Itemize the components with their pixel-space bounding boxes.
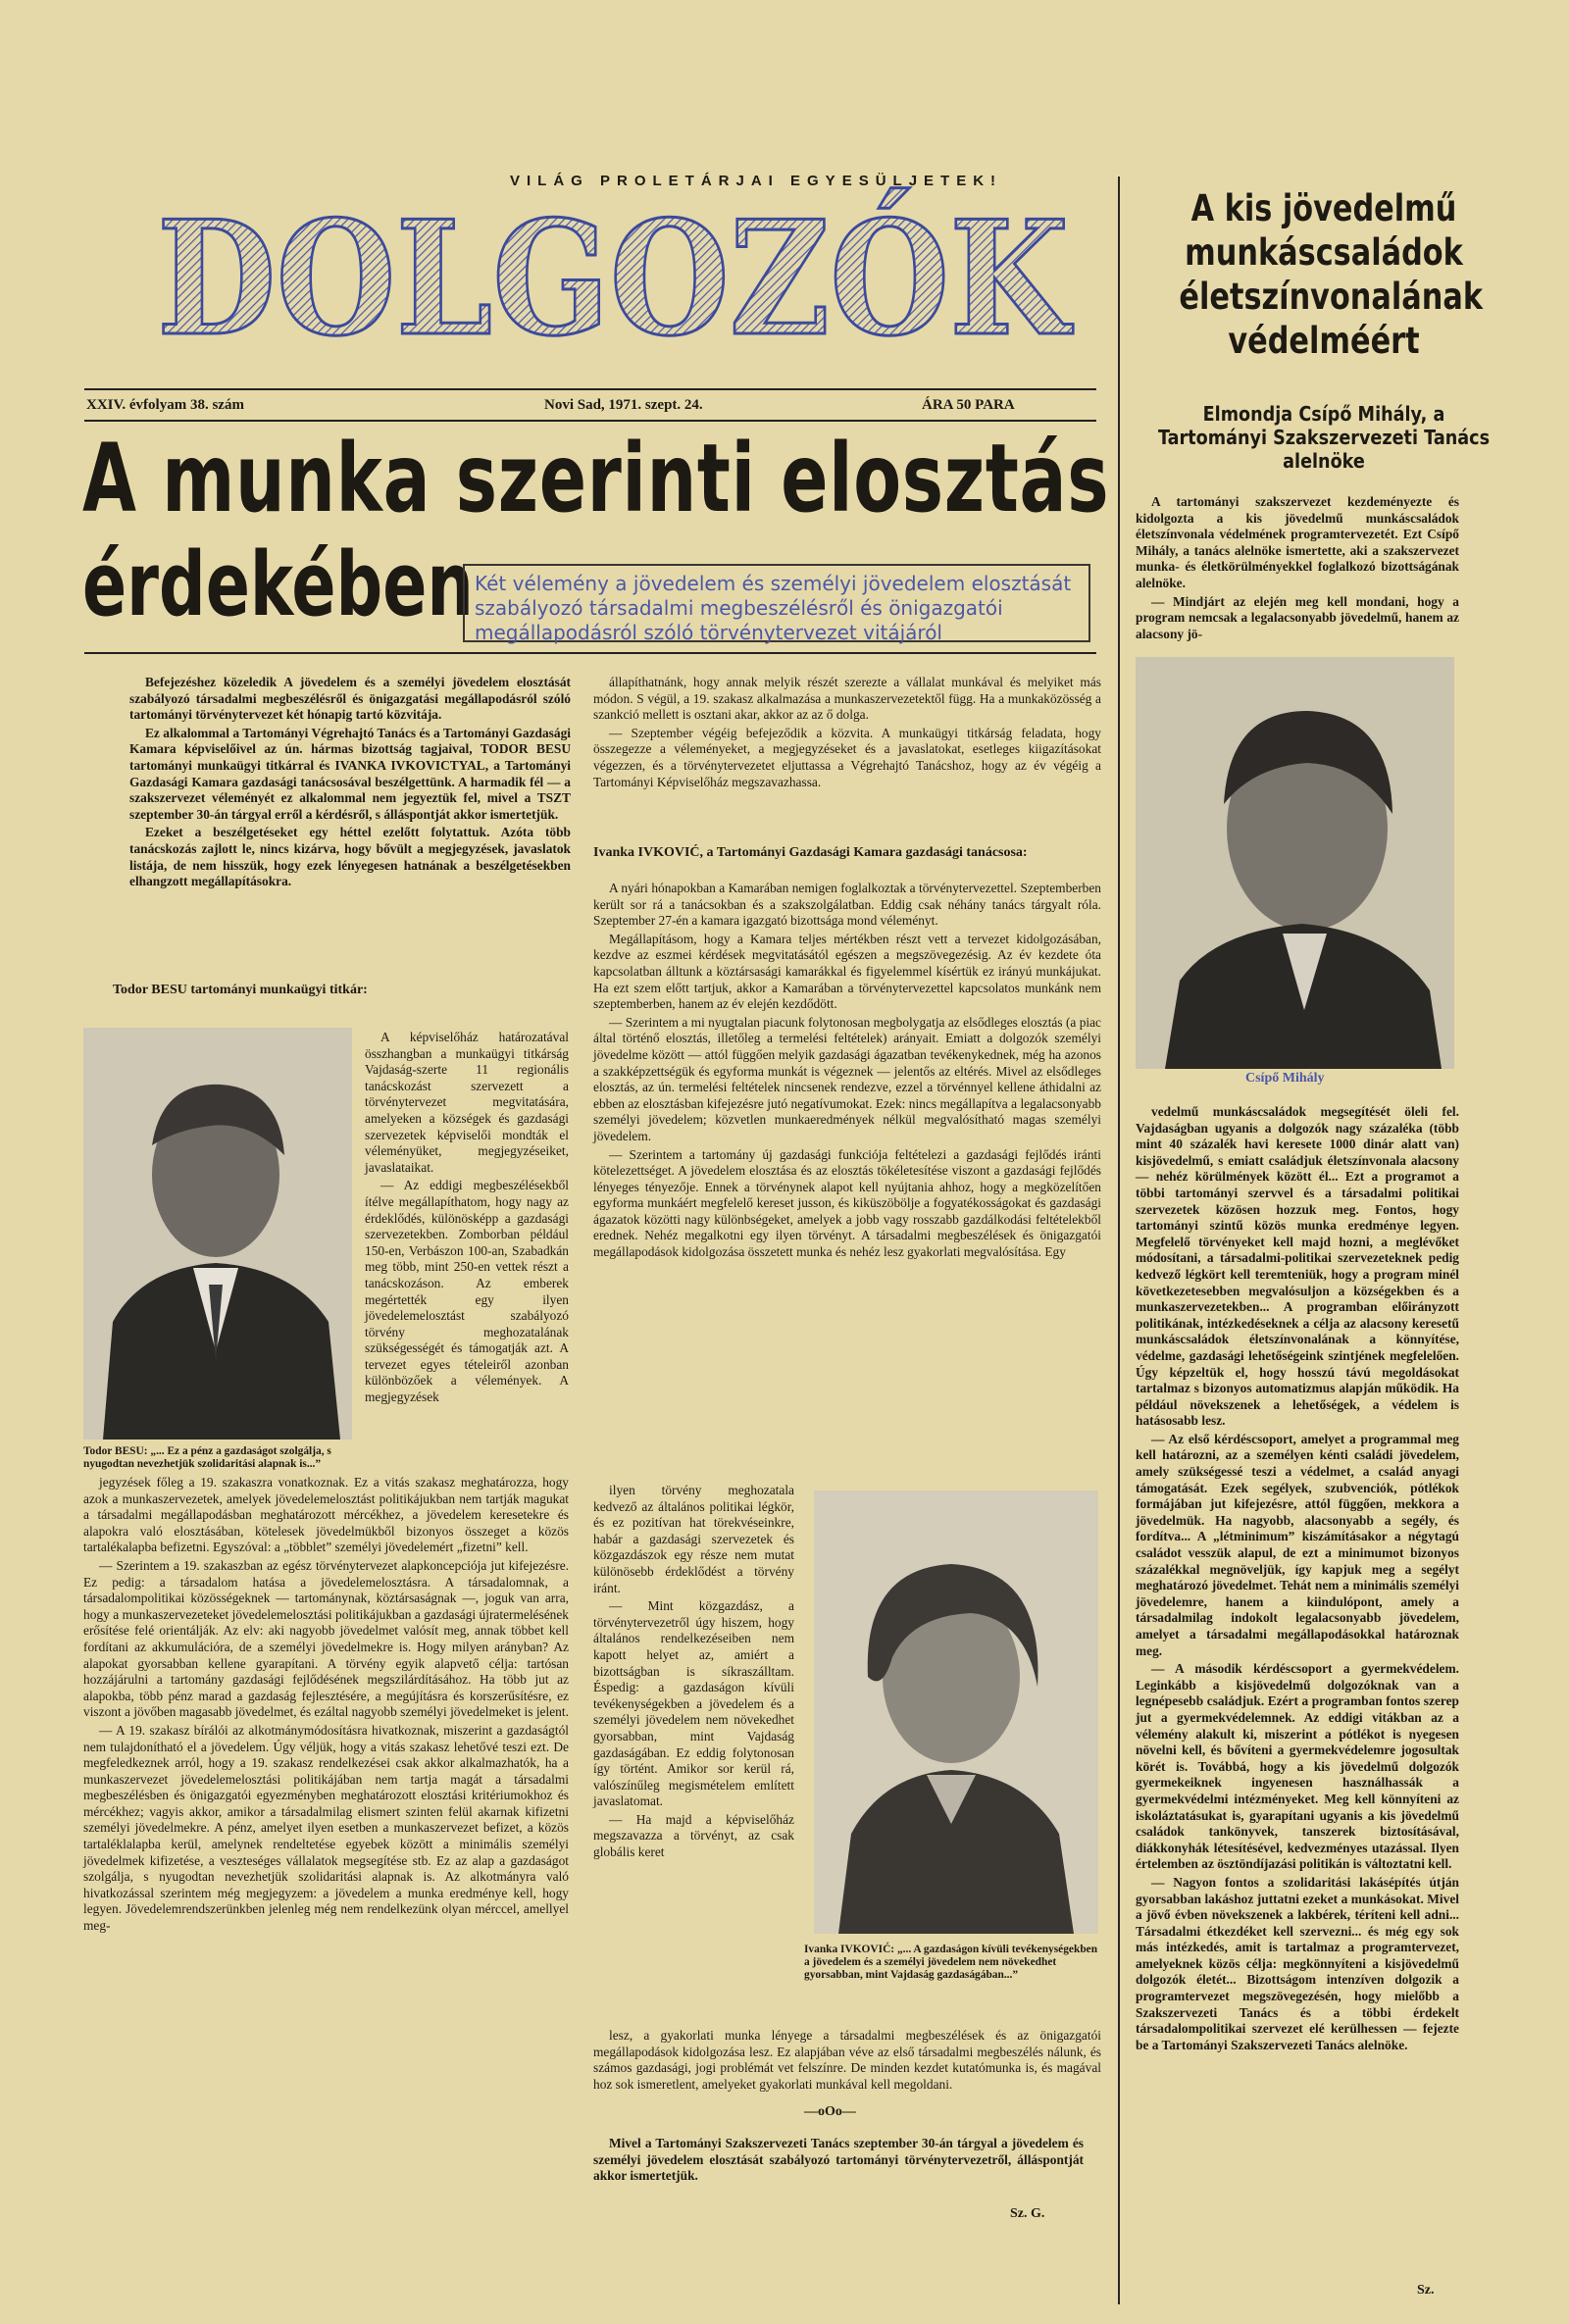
column2-bottom-text <box>593 2028 1101 2097</box>
masthead-rule-top <box>84 388 1096 390</box>
closing-paragraph: Mivel a Tartományi Szakszervezeti Tanács szeptember 30-án tárgyal a jövedelem és személyi jövedelem elosztását szabályozó tartományi törvénytervezetről, álláspontját akkor ismertetjük. <box>593 2136 1084 2184</box>
ivkovic-caption: Ivanka IVKOVIĆ: „... A gazdaságon kívüli tevékenységekben a jövedelem és a személyi jövedelem nem növekedhet gyorsabban, mint Vajdaság gazdaságában...” <box>804 1944 1098 1981</box>
besu-side-text <box>365 1030 569 1471</box>
main-headline-line2: érdekében <box>82 533 474 636</box>
side-paragraph: — Nagyon fontos a szolidaritási lakásépítés útján gyorsabban lakáshoz juttatni ezeket a munkásokat. Mivel a jövő évben növekszenek a lakbérek, téríteni kell adni... Társadalmi étkezdéket kell szervezni... és még egy sok más intézkedés, amit is tartalmaz a programtervezet, amelyeknek közös célja: megkönnyíteni a kisjövedelmű dolgozók életét... Bizottságom intenzíven dolgozik a programtervezet megszövegezésén, hogy mielőbb a Szakszervezeti Tanács és a többi érdekelt társadalompolitikai szervezet elé kerülhessen — fejezte be a Tartományi Szakszervezeti Tanács alelnöke. <box>1136 1874 1459 2052</box>
intro-paragraph: Ez alkalommal a Tartományi Végrehajtó Tanács és a Tartományi Gazdasági Kamara képviselőivel az ún. hármas bizottság tagjaival, TODOR BESU tartományi munkaügyi titkárral és IVANKA IVKOVICTYAL, a Tartományi Gazdasági Kamara gazdasági tanácsosával beszélgettünk. A harmadik fél — a szakszervezet véleményét ez alkalommal nem jegyeztük fel, mivel a TSZT szeptember 30-án tárgyal erről a kérdésről, s álláspontját akkor ismertetjük. <box>129 725 571 822</box>
headline-rule <box>84 652 1096 654</box>
volume-number: XXIV. évfolyam 38. szám <box>86 397 244 413</box>
masthead-title: DOLGOZÓK <box>157 186 1074 371</box>
besu-paragraph: — Szerintem a 19. szakaszban az egész törvénytervezet alapkoncepciója jut kifejezésre. Ez pedig: a társadalom hatása a jövedelemelosztásra. A társadalomnak, a társadalompolitikai közösségeknek — tartománynak, köztársaságnak —, joguk van arra, hogy a munkaszervezeteket jövedelemelosztási politikájukban a gazdasági újratermelésének erősítése felé orientálják. Az elv: aki nagyobb jövedelmet valósít meg, annak többet kell fordítani az akkumulációra, de a személyi jövedelmekre is. Hogy milyen arányban? Az alapokat gyorsabban kellene gyarapítani. A törvény egyik alapvető célja: tartósan hozzájárulni a tartomány gazdasági fejlődésének megszilárdításához. Ha több jut az alapokba, több pénz marad a gazdaság fejlesztésére, a megújításra és korszerűsítésre, ez viszont a jövőben magasabb jövedelmet, és ezáltal nagyobb személyi jövedelmeket is jelent. <box>83 1557 569 1720</box>
side-body-text <box>1136 1104 1459 2279</box>
column2-side-text <box>593 1483 794 2024</box>
intro-text <box>129 675 571 979</box>
ivkovic-heading: Ivanka IVKOVIĆ, a Tartományi Gazdasági Kamara gazdasági tanácsosa: <box>593 845 1028 860</box>
side-paragraph: — Mindjárt az elején meg kell mondani, hogy a program nemcsak a legalacsonyabb jövedelmű, hanem az alacsony jö- <box>1136 593 1459 641</box>
masthead-logo <box>147 186 1079 371</box>
section-divider: —oOo— <box>804 2104 856 2119</box>
issue-price: ÁRA 50 PARA <box>922 397 1015 413</box>
column-separator <box>1118 177 1120 2304</box>
side-headline: A kis jövedelmű munkáscsaládok életszínvonalának védelméért <box>1179 187 1484 362</box>
column2-mid-text <box>593 881 1101 1477</box>
besu-main-text <box>83 1475 569 2308</box>
side-paragraph: A tartományi szakszervezet kezdeményezte és kidolgozta a kis jövedelmű munkáscsaládok életszínvonala védelmének programtervezetét. Ezt Csípő Mihály, a tanács alelnöke ismertette, aki a szakszervezet munka- és életkörülményekkel foglalkozó bizottságának alelnöke. <box>1136 494 1459 590</box>
column2-paragraph: Megállapításom, hogy a Kamara teljes mértékben részt vett a tervezet kidolgozásában, kezdve az eszmei kérdések megvitatásától egészen a megszövegezésig. Az év kezdete óta kapcsolatban álltunk a köztársasági kamarákkal és figyelemmel kísértük ez irányú munkájukat. Ha ezt szem előtt tartjuk, akkor a Kamarában a törvénytervezettel kapcsolatos munkánk nem szeptemberben, hanem az év elején kezdődött. <box>593 931 1101 1012</box>
column2-paragraph: — Szeptember végéig befejeződik a közvita. A munkaügyi titkárság feladata, hogy összegezze a véleményeket, a megjegyzéseket és a javaslatokat, esetleges kiigazításokat végezzen, és a törvénytervezetet eljuttassa a Végrehajtó Tanácshoz, hogy az év végéig a Tartományi Képviselőház megszavazhassa. <box>593 725 1101 789</box>
column2-paragraph: lesz, a gyakorlati munka lényege a társadalmi megbeszélések és az önigazgatói megállapodások kidolgozása lesz. Ez alapjában véve az első társadalmi megbeszélés nálunk, és számos gazdasági, jogi problémát vet felszínre. De minden kezdet kutatómunka is, és magával hoz sok ismeretlent, amelyeket gyakorlati munkával kell megoldani. <box>593 2028 1101 2092</box>
column2-paragraph: — Ha majd a képviselőház megszavazza a törvényt, az csak globális keret <box>593 1811 794 1860</box>
besu-paragraph: A képviselőház határozatával összhangban a munkaügyi titkárság Vajdaság-szerte 11 regionális tanácskozást szervezett a törvénytervezet megvitatására, amelyeken a községek és gazdasági szervezetek képviselői mondták el véleményüket, megjegyzéseiket, javaslataikat. <box>365 1030 569 1175</box>
column2-paragraph: állapíthatnánk, hogy annak melyik részét szerezte a vállalat munkával és melyiket más módon. S végül, a 19. szakasz alkalmazása a munkaszervezetektől függ. Ha a munkaközösség a szankció mellett is osztani akar, akkor az az ő dolga. <box>593 675 1101 723</box>
csipo-photo <box>1136 657 1454 1069</box>
side-paragraph: vedelmű munkáscsaládok megsegítését öleli fel. Vajdaságban ugyanis a dolgozók nagy százaléka (több mint 40 százalék havi keresete 1000 dinár alatt van) kisjövedelmű, s emiatt családjuk életszínvonala alacsony — nehéz körülmények között él... Ezt a programot a többi tartományi szervvel és a társadalmi politikai szervezetek közösen hozzuk meg. Fontos, hogy tartományi szintű közös munka eredménye legyen. Megfelelő törvényeket kell majd hozni, a meglévőket módosítani, a társadalmi-politikai szervezeteknek pedig kedvező légkört kell teremteniük, hogy a program minél következetesebben megvalósuljon a községekben és a munkaszervezetekben... A programban előirányzott politikának, intézkedéseknek a célja az alacsony keresetű munkáscsaládok életszínvonalának a könnyítése, védelme, gazdasági lehetőségeink szintjének megfelelően. Úgy képzeltük el, hogy hosszú távú megoldásokat tartalmaz s bizonyos automatizmus alapján működik. Ha például növekszenek a lehetőségek, a védelem is hatásosabb lesz. <box>1136 1104 1459 1429</box>
ivkovic-photo <box>814 1490 1098 1934</box>
intro-paragraph: Ezeket a beszélgetéseket egy héttel ezelőtt folytattuk. Azóta több tanácskozás zajlott le, nincs kizárva, hogy bővült a megjegyzések, javaslatok listája, de nem hisszük, hogy ezek lényegesen hatnának a beszélgetésekben elhangzott megállapításokra. <box>129 825 571 889</box>
column2-paragraph: — Mint közgazdász, a törvénytervezetről úgy hiszem, hogy általános rendelkezéseiben nem kapott helyet az, amiért a bizottságban is síkraszálltam. Éspedig: a gazdaságon kívüli tevékenységekben a jövedelem és a személyi jövedelem nem növekedhet gyorsabban, mint Vajdaság gazdaságában. Ez eddig folytonosan így történt. Amikor sor kerül rá, valószínűleg megismételem említett javaslatomat. <box>593 1598 794 1809</box>
column2-paragraph: ilyen törvény meghozatala kedvező az általános politikai légkör, és ez pozitívan hat törekvéseinkre, habár a gazdasági szervezetek és közgazdászok egy része nem mutat különösebb érdeklődést a törvény iránt. <box>593 1483 794 1595</box>
main-article-signature: Sz. G. <box>1010 2206 1045 2221</box>
closing-note <box>593 2136 1084 2204</box>
masthead-motto: VILÁG PROLETÁRJAI EGYESÜLJETEK! <box>510 173 1003 189</box>
main-article-deck: Két vélemény a jövedelem és személyi jövedelem elosztását szabályozó társadalmi megbeszélésről és önigazgatói megállapodásról szóló törvénytervezet vitájáról <box>463 564 1090 642</box>
besu-paragraph: — A 19. szakasz bírálói az alkotmánymódosításra hivatkoznak, miszerint a gazdaságtól nem tulajdonítható el a jövedelem. Úgy véljük, hogy a vitás szakasz lehetővé teszi ezt. De megfeledkeznek arról, hogy a 19. szakasz rendelkezései csak akkor alkalmazhatók, ha a munkaszervezet jövedelemelosztási politikájában nem tartja magát a társadalmi megbeszélésben és önigazgatói egyezményben meghatározott elosztási kritériumokhoz és mércékhez; vagyis akkor, amikor a társadalmilag elismert szinten felül akarnak kifizetni személyi jövedelmekre. A pénz, amelyet ilyen esetben a munkaszervezet befizet, a közös tartaléklalapba kerül, amelynek rendeltetése egyebek között a minimális személyi jövedelmek kifizetése, a veszteséges vállalatok megsegítése stb. Ez az alap a gazdaságot szolgálja, s nyugodtan nevezhetjük szolidaritási alapnak is. Az alkotmányra való hivatkozással szerintem még megjegyzem: a jövedelem a munka eredménye kell, hogy legyen. Jövedelemrendszerünkben jelenleg még nem rendelkezünk olyan mérccel, amellyel meg- <box>83 1722 569 1934</box>
main-headline-line1: A munka szerinti elosztás <box>82 424 1110 533</box>
side-paragraph: — Az első kérdéscsoport, amelyet a programmal meg kell határozni, az a személyen kénti családi jövedelem, amely szükségessé teszi a védelmet, a család anyagi támogatását. Ezek segélyek, szubvenciók, pótlékok formájában jut kifejezésre, attól függően, mekkora a jövedelmük. Ha nagyobb, alacsonyabb a segély, és fordítva... A „létminimum” kiszámításakor a négytagú családot vesszük alapul, de ezt a minimumot bizonyos százalékkal megnöveljük, így kapjuk meg a segélyt meghatározó jövedelmet. Tehát nem a minimális személyi jövedelemre, hanem a kiindulópont, amely a társadalmilag indokolt legalacsonyabb jövedelem, amelyet a társadalmi megállapodásokkal határoznak meg. <box>1136 1431 1459 1658</box>
side-intro-text <box>1136 494 1459 663</box>
column2-paragraph: — Szerintem a tartomány új gazdasági funkciója feltételezi a gazdasági fejlődés iránti kötelezettséget. A jövedelem elosztása és az elosztás tökéletesítése viszont a gazdasági fejlődés lényeges tényezője. Ennek a törvénynek alapot kell nyújtania ahhoz, hogy a megközelítően egyforma munkáért megfelelő kereset jusson, és kiküszöbölje a fogyatékosságokat és gazdasági ágazatok közötti nagy különbségeket, amelyek a jobb vagy rosszabb gazdálkodási feltételekből erednek. Nehéz megalkotni egy ilyen törvényt. A társadalmi megbeszélések és önigazgatói megállapodások kidolgozása összetett munka és nehéz lesz gyakorlati megvalósítása. Egy <box>593 1146 1101 1260</box>
column2-top-text <box>593 675 1101 843</box>
masthead-rule-bottom <box>84 420 1096 422</box>
issue-date: Novi Sad, 1971. szept. 24. <box>544 397 703 413</box>
besu-paragraph: — Az eddigi megbeszélésekből ítélve megállapíthatom, hogy nagy az érdeklődés, különösképp a gazdasági szervezetekben. Zomborban például 150-en, Verbászon 100-an, Szabadkán meg több, mint 250-en vettek részt a tanácskozáson. Az emberek megértették egy ilyen jövedelemelosztást szabályozó törvény meghozatalának szükségességét és támogatják azt. A tervezet egyes tételeiről azonban különbözőek a vélemények. A megjegyzések <box>365 1178 569 1405</box>
side-subhead: Elmondja Csípő Mihály, a Tartományi Szakszervezeti Tanács alelnöke <box>1157 402 1491 473</box>
besu-paragraph: jegyzések főleg a 19. szakaszra vonatkoznak. Ez a vitás szakasz meghatározza, hogy azok a munkaszervezetek, amelyek jövedelemelosztást politikájukban nem tartják magukat a társadalmi megállapodásban meghatározott mércékhez, a jövedelem keresetekre és alapokra való elosztásában, kötelesek jövedelmükből bizonyos összeget a közös tartalékalapba befizetni. Egyszóval: a „többlet” személyi jövedelemért „fizetni” kell. <box>83 1475 569 1555</box>
column2-paragraph: A nyári hónapokban a Kamarában nemigen foglalkoztak a törvénytervezettel. Szeptemberben került sor rá a tanácsokban és a szakszolgálatban. Eddig csak néhány tanács tárgyalt róla. Szeptember 27-én a kamara igazgató bizottsága mond véleményt. <box>593 881 1101 929</box>
column2-paragraph: — Szerintem a mi nyugtalan piacunk folytonosan megbolygatja az elsődleges elosztás (a piac által történő elosztás, illetőleg a termelési feltételek) arányait. Emiatt a dolgozók személyi jövedelme között — attól függően melyik gazdasági ágazatban tevékenykednek, még ha azonos a szakképzettségük és egyforma munkát is végeznek — jelentős az eltérés. Mivel az elsődleges elosztás, az ún. termelési feltételek nincsenek rendezve, ezzel a törvénnyel kellene áthidalni az ebben az elosztásban kifejezésre jutó negatívumokat. Ezek: nincs megállapítva a legalacsonyabb személyi jövedelem; közvetlen munkaeredmények nélkül megvalósítható magas személyi jövedelem. <box>593 1014 1101 1143</box>
csipo-photo-caption: Csípő Mihály <box>1245 1071 1325 1086</box>
intro-paragraph: Befejezéshez közeledik A jövedelem és a személyi jövedelem elosztását szabályozó társadalmi megbeszélésről és önigazgatási megállapodásról szóló tartományi törvénytervezet két hónapig tartó közvitája. <box>129 675 571 723</box>
besu-caption: Todor BESU: „... Ez a pénz a gazdaságot szolgálja, s nyugodtan nevezhetjük szolidaritási alapnak is...” <box>83 1445 331 1470</box>
besu-photo <box>83 1028 352 1440</box>
besu-heading: Todor BESU tartományi munkaügyi titkár: <box>113 983 368 997</box>
side-paragraph: — A második kérdéscsoport a gyermekvédelem. Leginkább a kisjövedelmű dolgozóknak van a legnépesebb családjuk. Ezért a programban fontos szerep jut a gyermekvédelemnek. Az eddigi vitákban az a vélemény alakult ki, miszerint a pótlékot is nyegesen növelni kell, és bővíteni a gyermekvédelemre jogosultak körét is. Továbbá, hogy a kis jövedelmű dolgozók gyermekeiknek ingyenesen használhassák a gyermekvédelmi intézményeket. Meg kell könnyíteni az iskoláztatásukat is, gyarapítani ugyanis a kis jövedelmű családok tankönyvek, tanszerek biztosításával, diákkonyhák létesítésével, kedvezményes utazással. Ilyen értelemben az ösztöndíjazási politikán is változtatni kell. <box>1136 1661 1459 1872</box>
side-article-signature: Sz. <box>1417 2283 1435 2298</box>
